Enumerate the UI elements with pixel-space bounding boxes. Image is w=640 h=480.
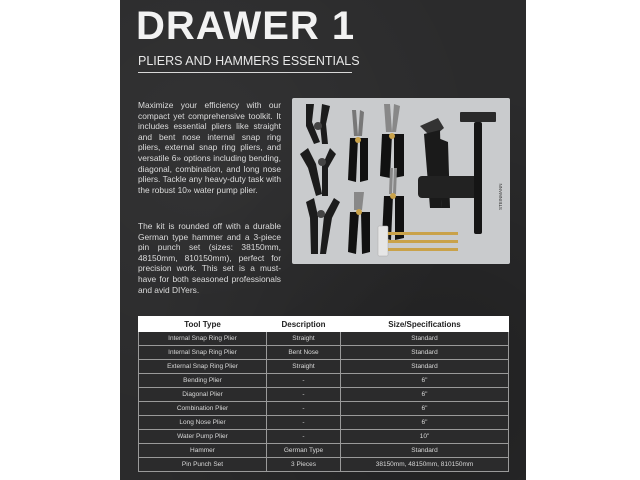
table-row	[139, 458, 509, 472]
table-row	[139, 374, 509, 388]
tray-side-label: STEINMANN	[498, 183, 503, 210]
table-row	[139, 416, 509, 430]
water-pump-plier-icon	[418, 118, 478, 208]
cell-tool-type: Bending Plier	[139, 374, 267, 388]
cell-description: Straight	[267, 360, 341, 374]
cell-description: Bent Nose	[267, 346, 341, 360]
table-row	[139, 332, 509, 346]
cell-description: -	[267, 416, 341, 430]
table-row	[139, 402, 509, 416]
page-title: DRAWER 1	[136, 4, 356, 48]
bending-plier-icon	[348, 110, 368, 182]
cell-size: 6"	[341, 388, 509, 402]
internal-snap-ring-plier-straight-icon	[306, 104, 330, 144]
cell-description: 3 Pieces	[267, 458, 341, 472]
cell-description: -	[267, 374, 341, 388]
cell-size: Standard	[341, 360, 509, 374]
column-header-description: Description	[267, 317, 341, 332]
german-hammer-icon	[460, 112, 496, 234]
cell-tool-type: Water Pump Plier	[139, 430, 267, 444]
cell-description: -	[267, 430, 341, 444]
title-divider	[138, 72, 352, 73]
specifications-table	[138, 316, 509, 472]
internal-snap-ring-plier-bent-icon	[300, 148, 336, 196]
description-paragraph-2: The kit is rounded off with a durable German type hammer and a 3-piece pin punch set (sizes: 38150mm, 48150mm, 810150mm), perfect for precision work. This set is a must-have for both seasoned professionals and avid DIYers.	[138, 221, 281, 295]
cell-tool-type: Pin Punch Set	[139, 458, 267, 472]
cell-tool-type: Diagonal Plier	[139, 388, 267, 402]
cell-size: 6"	[341, 374, 509, 388]
external-snap-ring-plier-icon	[306, 198, 340, 254]
table-row	[139, 360, 509, 374]
diagonal-plier-icon	[348, 192, 370, 254]
cell-tool-type: Internal Snap Ring Plier	[139, 332, 267, 346]
table-row	[139, 388, 509, 402]
cell-size: 38150mm, 48150mm, 810150mm	[341, 458, 509, 472]
column-header-tool-type: Tool Type	[139, 317, 267, 332]
cell-tool-type: Internal Snap Ring Plier	[139, 346, 267, 360]
tool-tray-photo	[292, 98, 510, 264]
cell-description: German Type	[267, 444, 341, 458]
cell-tool-type: Long Nose Plier	[139, 416, 267, 430]
cell-size: Standard	[341, 332, 509, 346]
table-header-row	[139, 317, 509, 332]
cell-tool-type: Hammer	[139, 444, 267, 458]
description-paragraph-1: Maximize your efficiency with our compact yet comprehensive toolkit. It includes essential pliers like straight and bent nose internal snap ring pliers, external snap ring pliers, and versatile 6» options including bending, diagonal, combination, and long nose pliers. Tackle any heavy-duty task with the robust 10» water pump plier.	[138, 100, 281, 195]
tray-illustration	[292, 98, 510, 264]
table-row	[139, 346, 509, 360]
cell-tool-type: External Snap Ring Plier	[139, 360, 267, 374]
cell-description: Straight	[267, 332, 341, 346]
cell-size: 10"	[341, 430, 509, 444]
product-sheet	[120, 0, 526, 480]
cell-tool-type: Combination Plier	[139, 402, 267, 416]
cell-size: 6"	[341, 416, 509, 430]
table-row	[139, 444, 509, 458]
cell-size: 6"	[341, 402, 509, 416]
cell-size: Standard	[341, 444, 509, 458]
combination-plier-icon	[380, 104, 404, 178]
column-header-size-specifications: Size/Specifications	[341, 317, 509, 332]
cell-size: Standard	[341, 346, 509, 360]
cell-description: -	[267, 402, 341, 416]
cell-description: -	[267, 388, 341, 402]
table-row	[139, 430, 509, 444]
page-subtitle: PLIERS AND HAMMERS ESSENTIALS	[138, 54, 360, 68]
